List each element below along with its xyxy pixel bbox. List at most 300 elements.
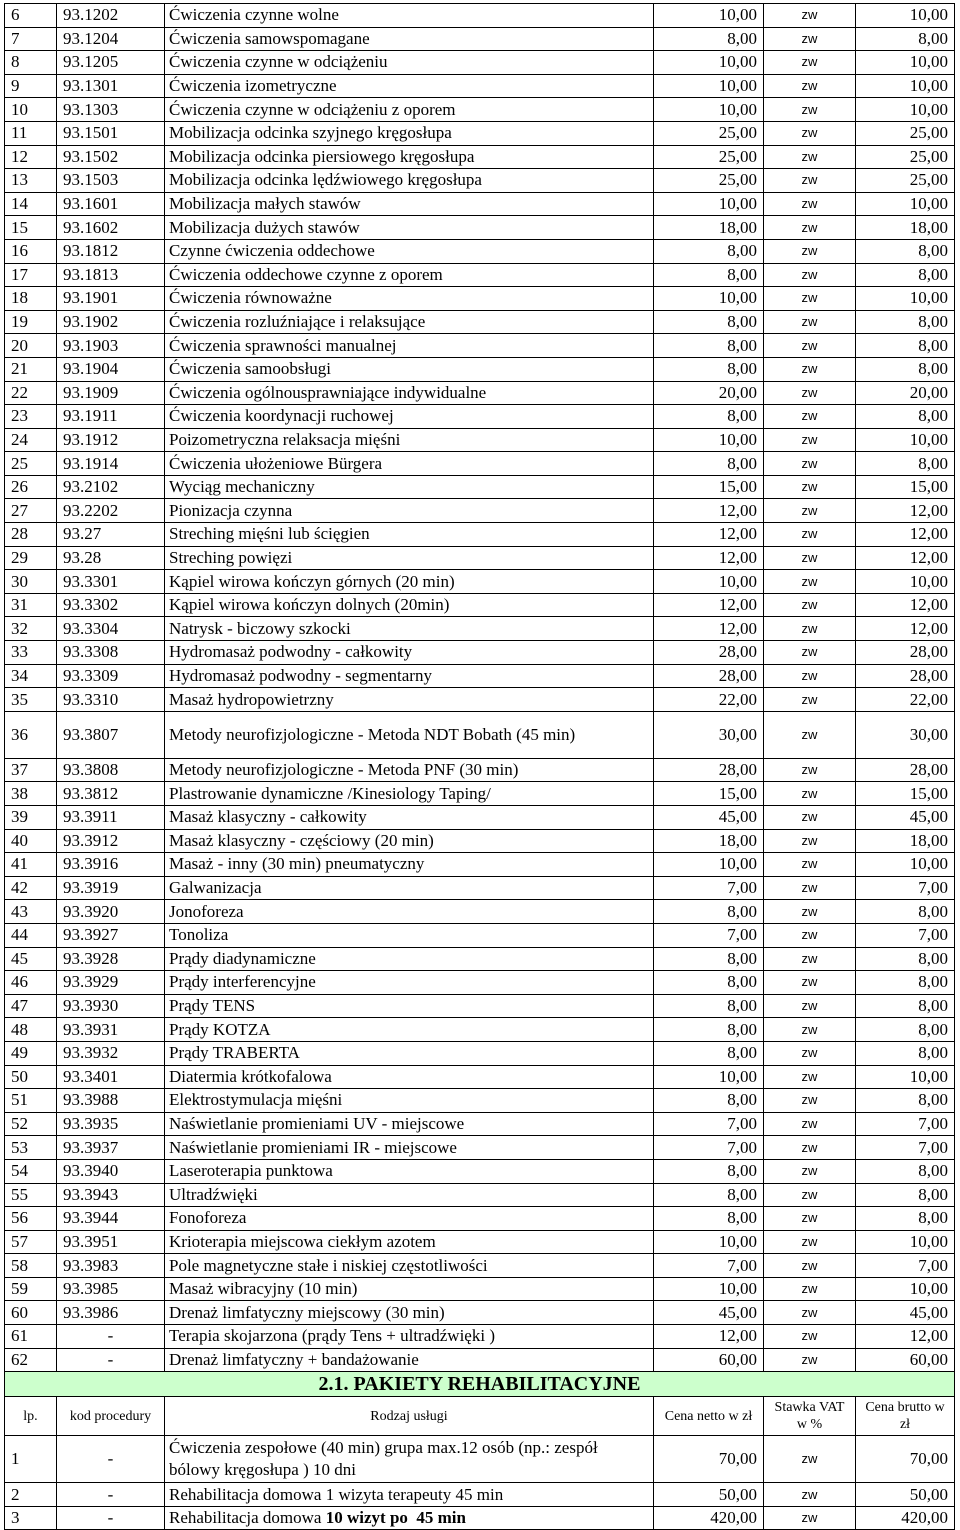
service-name: Prądy interferencyjne bbox=[165, 971, 654, 995]
net-price: 12,00 bbox=[654, 1325, 764, 1349]
net-price: 8,00 bbox=[654, 310, 764, 334]
service-name: Ćwiczenia samowspomagane bbox=[165, 27, 654, 51]
vat-rate: zw bbox=[764, 1301, 856, 1325]
table-row bbox=[5, 263, 955, 287]
row-number: 17 bbox=[5, 263, 57, 287]
service-name: Ćwiczenia ogólnousprawniające indywidualne bbox=[165, 381, 654, 405]
row-number: 39 bbox=[5, 806, 57, 830]
gross-price: 8,00 bbox=[856, 334, 955, 358]
table-row bbox=[5, 617, 955, 641]
net-price: 22,00 bbox=[654, 688, 764, 712]
gross-price: 10,00 bbox=[856, 570, 955, 594]
service-name: Elektrostymulacja mięśni bbox=[165, 1089, 654, 1113]
net-price: 10,00 bbox=[654, 853, 764, 877]
vat-rate: zw bbox=[764, 947, 856, 971]
row-number: 43 bbox=[5, 900, 57, 924]
table-row bbox=[5, 27, 955, 51]
gross-price: 8,00 bbox=[856, 1041, 955, 1065]
net-price: 8,00 bbox=[654, 971, 764, 995]
net-price: 10,00 bbox=[654, 287, 764, 311]
vat-rate: zw bbox=[764, 216, 856, 240]
table-row bbox=[5, 1112, 955, 1136]
vat-rate: zw bbox=[764, 546, 856, 570]
row-number: 12 bbox=[5, 145, 57, 169]
service-name-text: Rehabilitacja domowa bbox=[169, 1508, 326, 1528]
vat-rate: zw bbox=[764, 994, 856, 1018]
vat-rate: zw bbox=[764, 1159, 856, 1183]
row-number: 33 bbox=[5, 641, 57, 665]
table-row bbox=[5, 381, 955, 405]
price-table bbox=[4, 3, 955, 1530]
net-price: 45,00 bbox=[654, 806, 764, 830]
vat-rate: zw bbox=[764, 664, 856, 688]
service-name: Mobilizacja dużych stawów bbox=[165, 216, 654, 240]
gross-price: 8,00 bbox=[856, 1183, 955, 1207]
service-name: Czynne ćwiczenia oddechowe bbox=[165, 239, 654, 263]
net-price: 10,00 bbox=[654, 51, 764, 75]
procedure-code: 93.1901 bbox=[57, 287, 165, 311]
service-name: Masaż hydropowietrzny bbox=[165, 688, 654, 712]
row-number: 10 bbox=[5, 98, 57, 122]
service-name: Masaż - inny (30 min) pneumatyczny bbox=[165, 853, 654, 877]
procedure-code: 93.1501 bbox=[57, 121, 165, 145]
procedure-code: 93.3929 bbox=[57, 971, 165, 995]
vat-rate: zw bbox=[764, 1506, 856, 1530]
table-row bbox=[5, 853, 955, 877]
vat-rate: zw bbox=[764, 475, 856, 499]
procedure-code: 93.3301 bbox=[57, 570, 165, 594]
net-price: 10,00 bbox=[654, 98, 764, 122]
procedure-code: 93.3812 bbox=[57, 782, 165, 806]
gross-price: 10,00 bbox=[856, 192, 955, 216]
gross-price: 7,00 bbox=[856, 876, 955, 900]
service-name: Streching mięśni lub ścięgien bbox=[165, 523, 654, 547]
table-row bbox=[5, 971, 955, 995]
gross-price: 8,00 bbox=[856, 452, 955, 476]
service-name: Prądy KOTZA bbox=[165, 1018, 654, 1042]
row-number: 38 bbox=[5, 782, 57, 806]
table-row bbox=[5, 923, 955, 947]
row-number: 7 bbox=[5, 27, 57, 51]
gross-price: 10,00 bbox=[856, 1065, 955, 1089]
procedure-code: - bbox=[57, 1325, 165, 1349]
procedure-code: 93.3930 bbox=[57, 994, 165, 1018]
procedure-code: 93.3911 bbox=[57, 806, 165, 830]
vat-rate: zw bbox=[764, 806, 856, 830]
procedure-code: 93.3986 bbox=[57, 1301, 165, 1325]
service-name: Ćwiczenia koordynacji ruchowej bbox=[165, 405, 654, 429]
procedure-code: 93.27 bbox=[57, 523, 165, 547]
table-row bbox=[5, 192, 955, 216]
procedure-code: 93.3988 bbox=[57, 1089, 165, 1113]
net-price: 10,00 bbox=[654, 1230, 764, 1254]
table-row bbox=[5, 1348, 955, 1372]
net-price: 25,00 bbox=[654, 121, 764, 145]
gross-price: 7,00 bbox=[856, 1112, 955, 1136]
procedure-code: 93.1911 bbox=[57, 405, 165, 429]
service-name: Prądy TENS bbox=[165, 994, 654, 1018]
gross-price: 45,00 bbox=[856, 806, 955, 830]
table-row bbox=[5, 428, 955, 452]
table-row bbox=[5, 1183, 955, 1207]
service-name: Ćwiczenia sprawności manualnej bbox=[165, 334, 654, 358]
net-price: 12,00 bbox=[654, 523, 764, 547]
vat-rate: zw bbox=[764, 570, 856, 594]
service-name: Metody neurofizjologiczne - Metoda PNF (30 min) bbox=[165, 758, 654, 782]
vat-rate: zw bbox=[764, 1112, 856, 1136]
procedure-code: 93.1503 bbox=[57, 169, 165, 193]
procedure-code: 93.3308 bbox=[57, 641, 165, 665]
procedure-code: 93.1904 bbox=[57, 357, 165, 381]
net-price: 70,00 bbox=[654, 1436, 764, 1483]
gross-price: 8,00 bbox=[856, 310, 955, 334]
row-number: 40 bbox=[5, 829, 57, 853]
vat-rate: zw bbox=[764, 192, 856, 216]
gross-price: 60,00 bbox=[856, 1348, 955, 1372]
vat-rate: zw bbox=[764, 51, 856, 75]
procedure-code: 93.3916 bbox=[57, 853, 165, 877]
service-name: Drenaż limfatyczny miejscowy (30 min) bbox=[165, 1301, 654, 1325]
table-row bbox=[5, 357, 955, 381]
vat-rate: zw bbox=[764, 1041, 856, 1065]
net-price: 45,00 bbox=[654, 1301, 764, 1325]
table-row bbox=[5, 570, 955, 594]
service-name: Metody neurofizjologiczne - Metoda NDT Bobath (45 min) bbox=[165, 711, 654, 758]
gross-price: 12,00 bbox=[856, 499, 955, 523]
vat-rate: zw bbox=[764, 27, 856, 51]
service-name: Terapia skojarzona (prądy Tens + ultradźwięki ) bbox=[165, 1325, 654, 1349]
service-name: Laseroterapia punktowa bbox=[165, 1159, 654, 1183]
gross-price: 8,00 bbox=[856, 1018, 955, 1042]
service-name: Naświetlanie promieniami UV - miejscowe bbox=[165, 1112, 654, 1136]
gross-price: 10,00 bbox=[856, 1277, 955, 1301]
gross-price: 8,00 bbox=[856, 994, 955, 1018]
gross-price: 420,00 bbox=[856, 1506, 955, 1530]
net-price: 8,00 bbox=[654, 1089, 764, 1113]
service-name: Galwanizacja bbox=[165, 876, 654, 900]
gross-price: 10,00 bbox=[856, 428, 955, 452]
row-number: 54 bbox=[5, 1159, 57, 1183]
service-name: Ćwiczenia samoobsługi bbox=[165, 357, 654, 381]
table-row bbox=[5, 1230, 955, 1254]
procedure-code: - bbox=[57, 1506, 165, 1530]
net-price: 7,00 bbox=[654, 923, 764, 947]
service-name: Ćwiczenia izometryczne bbox=[165, 74, 654, 98]
gross-price: 7,00 bbox=[856, 1254, 955, 1278]
row-number: 22 bbox=[5, 381, 57, 405]
vat-rate: zw bbox=[764, 853, 856, 877]
vat-rate: zw bbox=[764, 1436, 856, 1483]
row-number: 2 bbox=[5, 1483, 57, 1507]
procedure-code: 93.3928 bbox=[57, 947, 165, 971]
table-row bbox=[5, 806, 955, 830]
row-number: 20 bbox=[5, 334, 57, 358]
gross-price: 12,00 bbox=[856, 1325, 955, 1349]
vat-rate: zw bbox=[764, 405, 856, 429]
row-number: 52 bbox=[5, 1112, 57, 1136]
row-number: 32 bbox=[5, 617, 57, 641]
gross-price: 20,00 bbox=[856, 381, 955, 405]
service-name: Naświetlanie promieniami IR - miejscowe bbox=[165, 1136, 654, 1160]
procedure-code: 93.3985 bbox=[57, 1277, 165, 1301]
net-price: 10,00 bbox=[654, 570, 764, 594]
row-number: 24 bbox=[5, 428, 57, 452]
row-number: 37 bbox=[5, 758, 57, 782]
procedure-code: 93.3808 bbox=[57, 758, 165, 782]
table-row bbox=[5, 688, 955, 712]
table-row bbox=[5, 641, 955, 665]
section-title: 2.1. PAKIETY REHABILITACYJNE bbox=[5, 1372, 955, 1397]
net-price: 8,00 bbox=[654, 900, 764, 924]
procedure-code: 93.3309 bbox=[57, 664, 165, 688]
net-price: 12,00 bbox=[654, 617, 764, 641]
service-name: Masaż wibracyjny (10 min) bbox=[165, 1277, 654, 1301]
net-price: 28,00 bbox=[654, 664, 764, 688]
table-row bbox=[5, 829, 955, 853]
service-name: Ćwiczenia zespołowe (40 min) grupa max.12 osób (np.: zespół bólowy kręgosłupa ) 10 dni bbox=[165, 1436, 654, 1483]
service-name: Prądy diadynamiczne bbox=[165, 947, 654, 971]
procedure-code: 93.3937 bbox=[57, 1136, 165, 1160]
service-name: Ćwiczenia oddechowe czynne z oporem bbox=[165, 263, 654, 287]
net-price: 8,00 bbox=[654, 1183, 764, 1207]
row-number: 58 bbox=[5, 1254, 57, 1278]
row-number: 18 bbox=[5, 287, 57, 311]
service-name: Drenaż limfatyczny + bandażowanie bbox=[165, 1348, 654, 1372]
header-vat: Stawka VAT w % bbox=[764, 1397, 856, 1436]
vat-rate: zw bbox=[764, 1183, 856, 1207]
net-price: 8,00 bbox=[654, 239, 764, 263]
vat-rate: zw bbox=[764, 688, 856, 712]
gross-price: 28,00 bbox=[856, 664, 955, 688]
net-price: 7,00 bbox=[654, 876, 764, 900]
table-row bbox=[5, 1301, 955, 1325]
table-row bbox=[5, 51, 955, 75]
procedure-code: 93.1205 bbox=[57, 51, 165, 75]
table-row bbox=[5, 593, 955, 617]
procedure-code: 93.2102 bbox=[57, 475, 165, 499]
service-name bbox=[165, 1506, 654, 1530]
row-number: 21 bbox=[5, 357, 57, 381]
procedure-code: 93.3304 bbox=[57, 617, 165, 641]
service-name: Jonoforeza bbox=[165, 900, 654, 924]
gross-price: 25,00 bbox=[856, 169, 955, 193]
table-row bbox=[5, 523, 955, 547]
row-number: 30 bbox=[5, 570, 57, 594]
vat-rate: zw bbox=[764, 1325, 856, 1349]
service-name: Ćwiczenia równoważne bbox=[165, 287, 654, 311]
procedure-code: 93.3935 bbox=[57, 1112, 165, 1136]
service-name: Mobilizacja odcinka szyjnego kręgosłupa bbox=[165, 121, 654, 145]
vat-rate: zw bbox=[764, 711, 856, 758]
gross-price: 7,00 bbox=[856, 1136, 955, 1160]
table-row bbox=[5, 1089, 955, 1113]
table-row bbox=[5, 876, 955, 900]
row-number: 62 bbox=[5, 1348, 57, 1372]
vat-rate: zw bbox=[764, 4, 856, 28]
gross-price: 8,00 bbox=[856, 947, 955, 971]
service-name: Kąpiel wirowa kończyn górnych (20 min) bbox=[165, 570, 654, 594]
row-number: 27 bbox=[5, 499, 57, 523]
gross-price: 10,00 bbox=[856, 287, 955, 311]
row-number: 14 bbox=[5, 192, 57, 216]
procedure-code: 93.3807 bbox=[57, 711, 165, 758]
procedure-code: - bbox=[57, 1348, 165, 1372]
table-row bbox=[5, 947, 955, 971]
gross-price: 7,00 bbox=[856, 923, 955, 947]
procedure-code: 93.1914 bbox=[57, 452, 165, 476]
table-row bbox=[5, 1065, 955, 1089]
net-price: 10,00 bbox=[654, 1277, 764, 1301]
vat-rate: zw bbox=[764, 876, 856, 900]
row-number: 6 bbox=[5, 4, 57, 28]
table-row bbox=[5, 546, 955, 570]
row-number: 8 bbox=[5, 51, 57, 75]
procedure-code: 93.3943 bbox=[57, 1183, 165, 1207]
net-price: 15,00 bbox=[654, 782, 764, 806]
gross-price: 8,00 bbox=[856, 1207, 955, 1231]
row-number: 44 bbox=[5, 923, 57, 947]
price-table-body bbox=[5, 4, 955, 1530]
header-name: Rodzaj usługi bbox=[165, 1397, 654, 1436]
net-price: 28,00 bbox=[654, 641, 764, 665]
table-row bbox=[5, 216, 955, 240]
gross-price: 10,00 bbox=[856, 74, 955, 98]
procedure-code: 93.3302 bbox=[57, 593, 165, 617]
table-row bbox=[5, 758, 955, 782]
service-name: Hydromasaż podwodny - całkowity bbox=[165, 641, 654, 665]
net-price: 12,00 bbox=[654, 593, 764, 617]
procedure-code: 93.3951 bbox=[57, 1230, 165, 1254]
service-name: Ćwiczenia czynne wolne bbox=[165, 4, 654, 28]
vat-rate: zw bbox=[764, 1230, 856, 1254]
gross-price: 15,00 bbox=[856, 782, 955, 806]
service-name: Fonoforeza bbox=[165, 1207, 654, 1231]
gross-price: 8,00 bbox=[856, 263, 955, 287]
table-row bbox=[5, 310, 955, 334]
service-name: Krioterapia miejscowa ciekłym azotem bbox=[165, 1230, 654, 1254]
header-lp: lp. bbox=[5, 1397, 57, 1436]
vat-rate: zw bbox=[764, 381, 856, 405]
column-header-row bbox=[5, 1397, 955, 1436]
net-price: 7,00 bbox=[654, 1136, 764, 1160]
row-number: 31 bbox=[5, 593, 57, 617]
row-number: 35 bbox=[5, 688, 57, 712]
table-row bbox=[5, 452, 955, 476]
table-row bbox=[5, 1483, 955, 1507]
header-gross: Cena brutto w zł bbox=[856, 1397, 955, 1436]
vat-rate: zw bbox=[764, 1348, 856, 1372]
vat-rate: zw bbox=[764, 98, 856, 122]
table-row bbox=[5, 1159, 955, 1183]
vat-rate: zw bbox=[764, 900, 856, 924]
vat-rate: zw bbox=[764, 617, 856, 641]
vat-rate: zw bbox=[764, 1277, 856, 1301]
vat-rate: zw bbox=[764, 782, 856, 806]
vat-rate: zw bbox=[764, 641, 856, 665]
service-name: Mobilizacja odcinka piersiowego kręgosłupa bbox=[165, 145, 654, 169]
procedure-code: 93.1813 bbox=[57, 263, 165, 287]
service-name: Mobilizacja odcinka lędźwiowego kręgosłupa bbox=[165, 169, 654, 193]
vat-rate: zw bbox=[764, 334, 856, 358]
table-row bbox=[5, 1277, 955, 1301]
row-number: 41 bbox=[5, 853, 57, 877]
service-name: Ćwiczenia czynne w odciążeniu z oporem bbox=[165, 98, 654, 122]
net-price: 8,00 bbox=[654, 1041, 764, 1065]
row-number: 61 bbox=[5, 1325, 57, 1349]
row-number: 9 bbox=[5, 74, 57, 98]
gross-price: 22,00 bbox=[856, 688, 955, 712]
gross-price: 8,00 bbox=[856, 971, 955, 995]
row-number: 53 bbox=[5, 1136, 57, 1160]
net-price: 420,00 bbox=[654, 1506, 764, 1530]
table-row bbox=[5, 169, 955, 193]
table-row bbox=[5, 1207, 955, 1231]
gross-price: 18,00 bbox=[856, 829, 955, 853]
row-number: 26 bbox=[5, 475, 57, 499]
gross-price: 8,00 bbox=[856, 900, 955, 924]
net-price: 8,00 bbox=[654, 405, 764, 429]
table-row bbox=[5, 1436, 955, 1483]
service-name: Mobilizacja małych stawów bbox=[165, 192, 654, 216]
gross-price: 10,00 bbox=[856, 4, 955, 28]
net-price: 8,00 bbox=[654, 1207, 764, 1231]
service-name: Masaż klasyczny - całkowity bbox=[165, 806, 654, 830]
row-number: 16 bbox=[5, 239, 57, 263]
net-price: 25,00 bbox=[654, 145, 764, 169]
net-price: 8,00 bbox=[654, 357, 764, 381]
row-number: 19 bbox=[5, 310, 57, 334]
row-number: 46 bbox=[5, 971, 57, 995]
procedure-code: 93.3927 bbox=[57, 923, 165, 947]
table-row bbox=[5, 664, 955, 688]
section-heading-row bbox=[5, 1372, 955, 1397]
row-number: 1 bbox=[5, 1436, 57, 1483]
vat-rate: zw bbox=[764, 1018, 856, 1042]
net-price: 8,00 bbox=[654, 334, 764, 358]
procedure-code: 93.1602 bbox=[57, 216, 165, 240]
service-name: Poizometryczna relaksacja mięśni bbox=[165, 428, 654, 452]
gross-price: 8,00 bbox=[856, 1089, 955, 1113]
vat-rate: zw bbox=[764, 1207, 856, 1231]
net-price: 7,00 bbox=[654, 1112, 764, 1136]
vat-rate: zw bbox=[764, 1254, 856, 1278]
gross-price: 18,00 bbox=[856, 216, 955, 240]
vat-rate: zw bbox=[764, 74, 856, 98]
row-number: 60 bbox=[5, 1301, 57, 1325]
net-price: 8,00 bbox=[654, 27, 764, 51]
vat-rate: zw bbox=[764, 593, 856, 617]
procedure-code: - bbox=[57, 1483, 165, 1507]
vat-rate: zw bbox=[764, 239, 856, 263]
table-row bbox=[5, 1506, 955, 1530]
table-row bbox=[5, 1018, 955, 1042]
service-name: Streching powięzi bbox=[165, 546, 654, 570]
service-name: Kąpiel wirowa kończyn dolnych (20min) bbox=[165, 593, 654, 617]
procedure-code: 93.3919 bbox=[57, 876, 165, 900]
row-number: 3 bbox=[5, 1506, 57, 1530]
table-row bbox=[5, 1325, 955, 1349]
service-name: Ćwiczenia rozluźniające i relaksujące bbox=[165, 310, 654, 334]
vat-rate: zw bbox=[764, 1136, 856, 1160]
table-row bbox=[5, 1254, 955, 1278]
table-row bbox=[5, 475, 955, 499]
net-price: 18,00 bbox=[654, 829, 764, 853]
net-price: 8,00 bbox=[654, 1018, 764, 1042]
row-number: 34 bbox=[5, 664, 57, 688]
header-net: Cena netto w zł bbox=[654, 1397, 764, 1436]
service-name: Plastrowanie dynamiczne /Kinesiology Taping/ bbox=[165, 782, 654, 806]
procedure-code: - bbox=[57, 1436, 165, 1483]
